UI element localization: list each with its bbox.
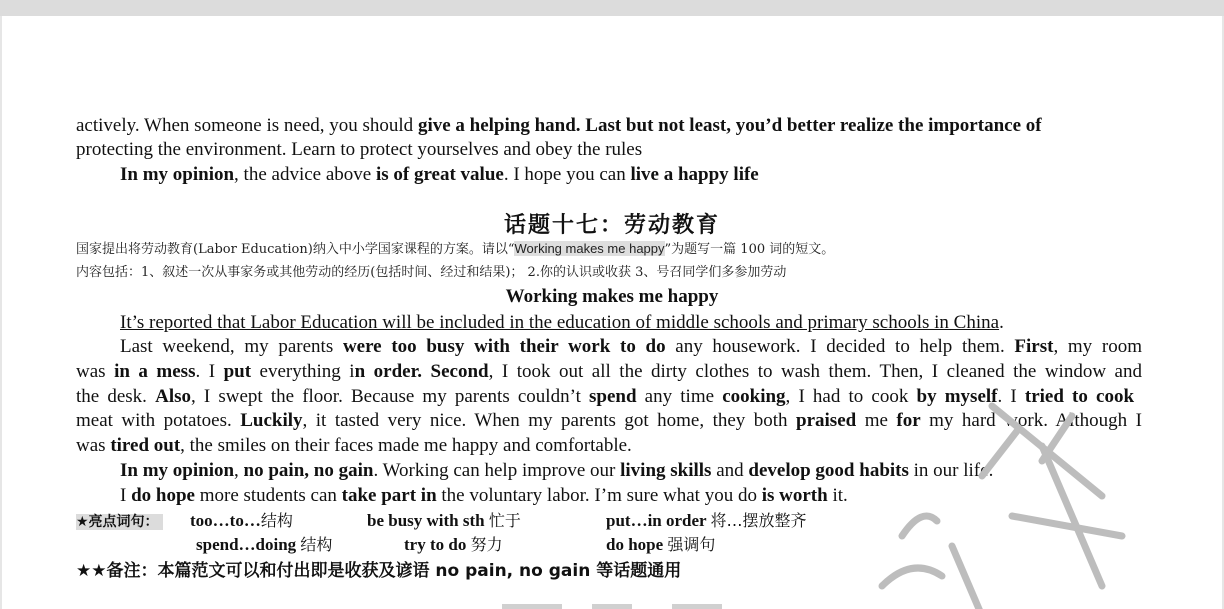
highlight-cn: 将…摆放整齐: [710, 511, 807, 530]
phrase-bold: praised: [796, 410, 857, 431]
essay-text: , the smiles on their faces made me happy and comfortable.: [180, 435, 632, 456]
phrase-bold: Luckily: [240, 410, 303, 431]
phrase-bold: live a happy life: [630, 164, 759, 185]
essay-text: my hard work. Although I: [920, 410, 1142, 431]
highlight-cn: 努力: [470, 535, 503, 554]
essay-text: and: [711, 460, 749, 481]
essay-paragraph-2-line-5: [76, 434, 632, 458]
phrase-bold: take part in: [341, 485, 437, 506]
phrase-bold: no pain, no gain: [243, 460, 374, 481]
essay-paragraph-2-line-1: [120, 335, 1142, 359]
highlight-en: too…to…: [190, 511, 261, 530]
phrase-bold: in a mess: [114, 361, 196, 382]
highlight-cn: 忙于: [488, 511, 521, 530]
phrase-bold: by myself: [916, 386, 998, 407]
essay-paragraph-4: [120, 484, 848, 508]
highlight-cn: 强调句: [667, 535, 716, 554]
essay-text: me: [856, 410, 897, 431]
essay-text: any housework. I decided to help them.: [665, 336, 1015, 357]
highlight-en: be busy with sth: [367, 511, 489, 530]
phrase-bold: do hope: [131, 485, 195, 506]
period: .: [999, 312, 1004, 333]
highlight-item: [606, 534, 715, 556]
prompt-text: 国家提出将劳动教育(Labor Education)纳入中小学国家课程的方案。请以“: [76, 242, 515, 257]
essay-text: , I swept the floor. Because my parents couldn’t: [191, 386, 589, 407]
phrase-bold: Also: [155, 386, 191, 407]
phrase-bold: were too busy with their work to do: [342, 336, 666, 357]
essay-text: the voluntary labor. I’m sure what you do: [436, 485, 762, 506]
highlight-item: [367, 510, 521, 532]
phrase-bold: is of great value: [375, 164, 504, 185]
topic-prompt: [76, 240, 834, 259]
intro-line-2: protecting the environment. Learn to protect yourselves and obey the rules: [76, 139, 643, 160]
essay-text: . I: [997, 386, 1025, 407]
phrase-bold: develop good habits: [748, 460, 909, 481]
remark-note: ★★备注：本篇范文可以和付出即是收获及谚语 no pain, no gain 等话题通用: [76, 561, 682, 581]
essay-text: . Working can help improve our: [373, 460, 621, 481]
phrase-bold: n order. Second: [354, 361, 489, 382]
highlight-item: [606, 510, 807, 532]
essay-text: , I had to cook: [785, 386, 917, 407]
phrase-bold: First: [1014, 336, 1054, 357]
viewer-top-bar: [0, 0, 1224, 16]
intro-text: , the advice above: [234, 164, 376, 185]
highlight-en: put…in order: [606, 511, 711, 530]
highlights-label-text: ★亮点词句：: [76, 514, 163, 530]
essay-text: , it tasted very nice. When my parents got home, they both: [302, 410, 797, 431]
highlight-cn: 结构: [260, 511, 293, 530]
phrase-bold: tired out: [110, 435, 181, 456]
essay-text: , I took out all the dirty clothes to wash them. Then, I cleaned the window and: [488, 361, 1142, 382]
highlight-cn: 结构: [300, 535, 333, 554]
phrase-bold: is worth: [761, 485, 828, 506]
essay-text: the desk.: [76, 386, 156, 407]
phrase-bold: In my opinion: [120, 460, 235, 481]
intro-text: . I hope you can: [503, 164, 631, 185]
phrase-bold: put: [223, 361, 252, 382]
intro-line-3: [120, 163, 759, 187]
underlined-sentence: It’s reported that Labor Education will be included in the education of middle schools and primary schools in China: [120, 312, 1000, 333]
highlight-en: try to do: [404, 535, 471, 554]
essay-text: Last weekend, my parents: [120, 336, 343, 357]
highlights-label: [76, 510, 163, 533]
essay-text: , my room: [1053, 336, 1142, 357]
essay-text: ,: [234, 460, 244, 481]
essay-text: more students can: [194, 485, 342, 506]
highlight-item: [190, 510, 293, 532]
intro-text: actively. When someone is need, you should: [76, 115, 418, 136]
essay-paragraph-1: [120, 311, 1004, 335]
phrase-bold: cooking: [722, 386, 786, 407]
prompt-highlight: Working makes me happy: [514, 241, 665, 256]
prompt-text: ”为题写一篇 100 词的短文。: [664, 242, 835, 257]
essay-text: any time: [636, 386, 723, 407]
phrase-bold: for: [896, 410, 921, 431]
cut-off-next-line: [482, 602, 742, 609]
watermark: [842, 386, 1142, 609]
essay-text: it.: [827, 485, 848, 506]
essay-text: meat with potatoes.: [76, 410, 241, 431]
intro-bold-text: give a helping hand. Last but not least, you’d better realize the importance of: [417, 115, 1042, 136]
phrase-bold: tried to cook: [1024, 386, 1135, 407]
phrase-bold: living skills: [620, 460, 712, 481]
document-page: [2, 16, 1222, 609]
highlight-item: [196, 534, 332, 556]
topic-content-requirements: 内容包括：1、叙述一次从事家务或其他劳动的经历(包括时间、经过和结果)； 2.你的认识或收获 3、号召同学们多参加劳动: [76, 265, 787, 280]
phrase-bold: In my opinion: [120, 164, 235, 185]
essay-text: . I: [195, 361, 224, 382]
essay-text: was: [76, 361, 115, 382]
phrase-bold: spend: [589, 386, 637, 407]
essay-text: was: [76, 435, 111, 456]
highlight-en: spend…doing: [196, 535, 301, 554]
essay-paragraph-2-line-2: [76, 360, 1142, 384]
essay-title: Working makes me happy: [505, 286, 719, 307]
highlight-item: [404, 534, 503, 556]
intro-line-1: [76, 114, 1042, 138]
highlight-en: do hope: [606, 535, 668, 554]
essay-text: in our life.: [908, 460, 994, 481]
essay-text: I: [120, 485, 132, 506]
essay-text: everything i: [251, 361, 355, 382]
topic-title: 话题十七：劳动教育: [503, 212, 720, 238]
